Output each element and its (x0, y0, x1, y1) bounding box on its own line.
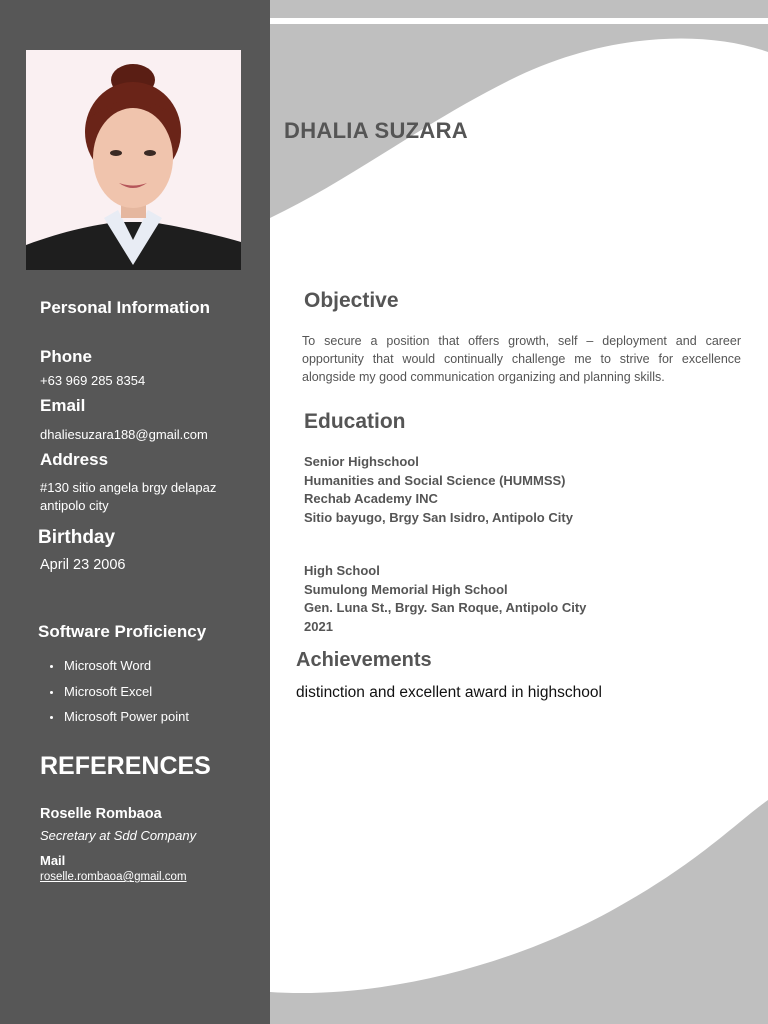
sidebar (0, 0, 270, 1024)
profile-photo (26, 50, 241, 270)
software-item: Microsoft Excel (40, 684, 189, 710)
education-line: Humanities and Social Science (HUMMSS) (304, 472, 566, 488)
education-line: High School (304, 563, 380, 578)
achievement-text: distinction and excellent award in highschool (296, 684, 602, 701)
address-line-2: antipolo city (40, 498, 109, 513)
software-list (40, 658, 189, 735)
education-senior-high (304, 453, 573, 527)
objective-heading: Objective (304, 289, 399, 312)
candidate-name: DHALIA SUZARA (284, 118, 468, 143)
email-value: dhaliesuzara188@gmail.com (40, 427, 208, 442)
address-label: Address (40, 450, 109, 469)
reference-mail-label: Mail (40, 853, 66, 868)
birthday-value: April 23 2006 (40, 557, 126, 573)
education-line: Gen. Luna St., Brgy. San Roque, Antipolo City (304, 600, 587, 615)
education-line: Rechab Academy INC (304, 491, 438, 506)
objective-text: To secure a position that offers growth, self – deployment and career opportunity that would continually challenge me to strive for excellence alongside my good communication organizing and planning skills. (302, 334, 741, 384)
software-heading: Software Proficiency (38, 622, 207, 641)
software-item: Microsoft Power point (40, 709, 189, 735)
reference-name: Roselle Rombaoa (40, 806, 162, 822)
birthday-label: Birthday (38, 527, 116, 548)
achievements-heading: Achievements (296, 649, 432, 671)
reference-role: Secretary at Sdd Company (40, 828, 197, 843)
reference-mail-link[interactable]: roselle.rombaoa@gmail.com (40, 871, 187, 883)
education-line: Sumulong Memorial High School (304, 581, 508, 597)
education-high-school (304, 562, 586, 636)
personal-info-heading: Personal Information (40, 298, 211, 317)
education-line: Senior Highschool (304, 454, 419, 469)
references-heading: REFERENCES (40, 752, 211, 780)
education-line: Sitio bayugo, Brgy San Isidro, Antipolo City (304, 509, 573, 525)
address-line-1: #130 sitio angela brgy delapaz (40, 480, 217, 495)
email-label: Email (40, 396, 86, 415)
phone-value: +63 969 285 8354 (40, 373, 146, 388)
education-line: 2021 (304, 618, 333, 634)
software-item: Microsoft Word (40, 658, 189, 684)
phone-label: Phone (40, 347, 92, 366)
education-heading: Education (304, 410, 406, 433)
